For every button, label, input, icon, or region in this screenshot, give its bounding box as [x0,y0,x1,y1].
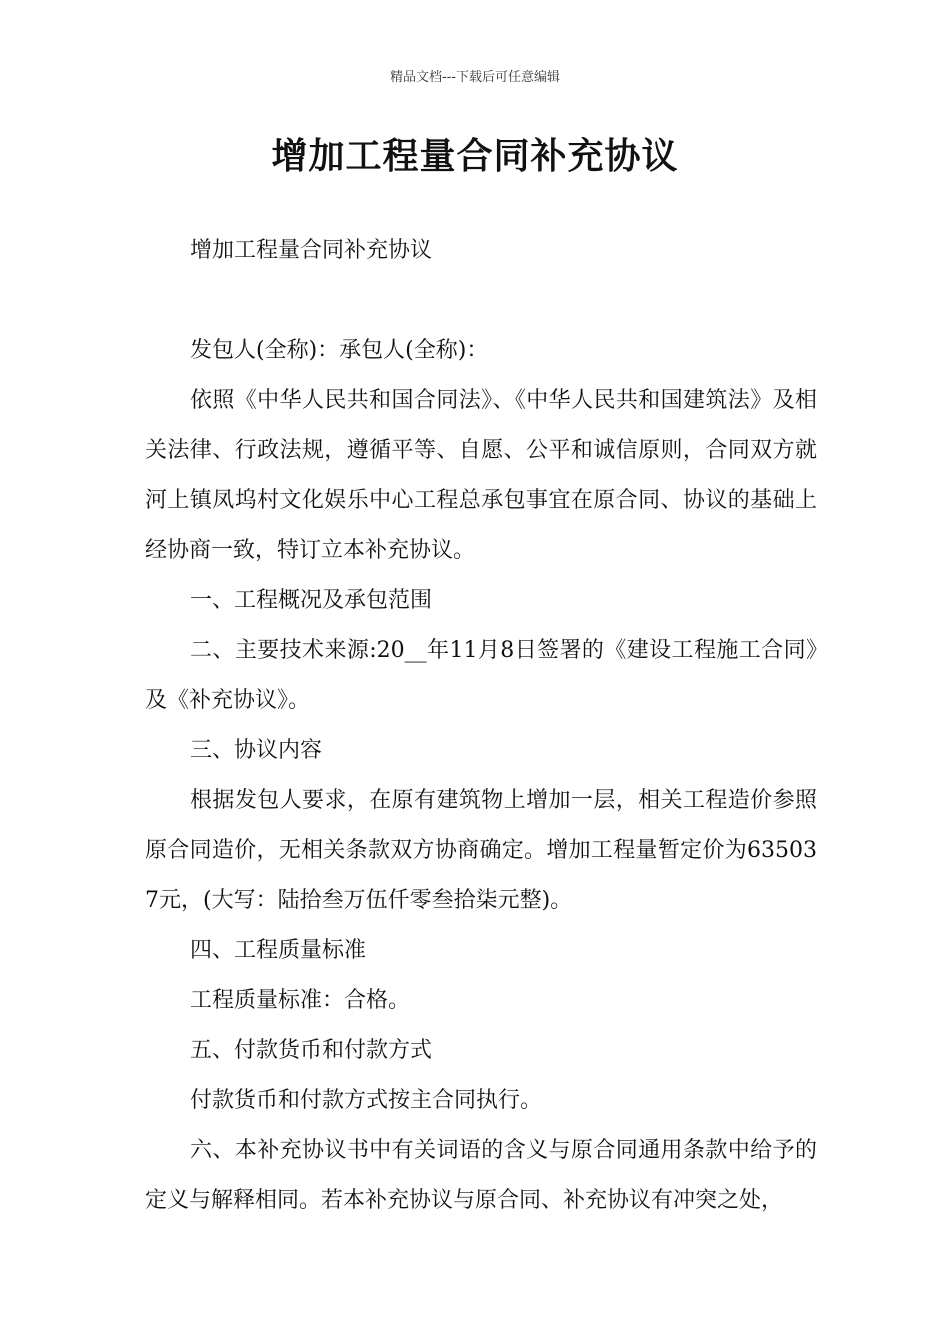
section-3-content: 根据发包人要求，在原有建筑物上增加一层，相关工程造价参照原合同造价，无相关条款双方协商确定。增加工程量暂定价为635037元，(大写：陆拾叁万伍仟零叁拾柒元整)。 [145,788,817,913]
section-4-heading: 四、工程质量标准 [190,938,367,963]
section-1-heading: 一、工程概况及承包范围 [190,588,433,613]
document-subtitle: 增加工程量合同补充协议 [190,238,433,263]
section-4-content: 工程质量标准：合格。 [190,988,411,1013]
parties-line: 发包人(全称)：承包人(全称)： [190,338,489,363]
section-5-content: 付款货币和付款方式按主合同执行。 [190,1088,543,1113]
section-5-heading: 五、付款货币和付款方式 [190,1038,433,1063]
page-header-watermark: 精品文档---下载后可任意编辑 [389,70,561,85]
preamble-paragraph: 依照《中华人民共和国合同法》、《中华人民共和国建筑法》及相关法律、行政法规，遵循平等、自愿、公平和诚信原则，合同双方就河上镇凤坞村文化娱乐中心工程总承包事宜在原合同、协议的基础上经协商一致，特订立本补充协议。 [145,388,817,563]
section-2-paragraph: 二、主要技术来源:20__年11月8日签署的《建设工程施工合同》及《补充协议》。 [145,638,817,713]
document-title: 增加工程量合同补充协议 [271,136,679,177]
section-6-paragraph: 六、本补充协议书中有关词语的含义与原合同通用条款中给予的定义与解释相同。若本补充协议与原合同、补充协议有冲突之处， [145,1138,817,1213]
document-body [145,226,817,1226]
section-3-heading: 三、协议内容 [190,738,323,763]
